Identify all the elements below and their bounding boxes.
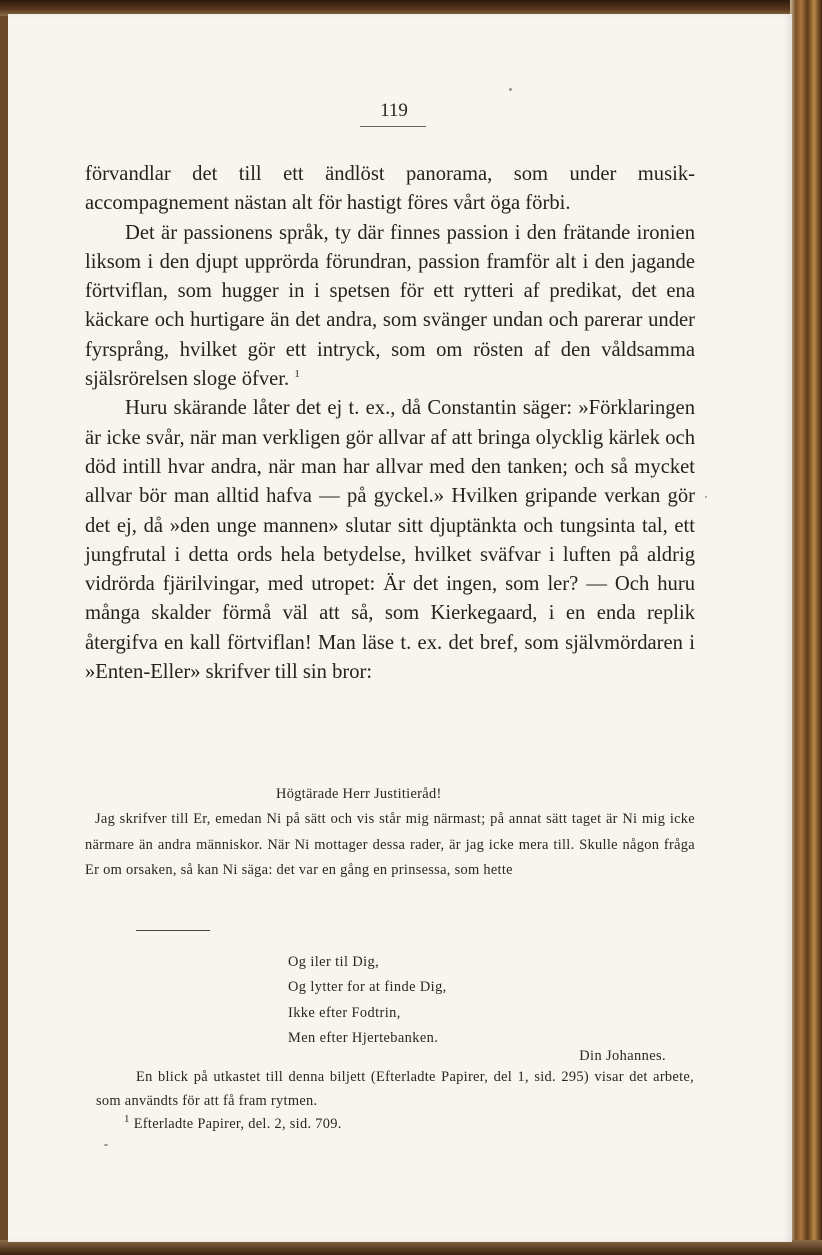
paper-speck bbox=[104, 1144, 108, 1146]
footnote-1-marker: 1 bbox=[124, 1113, 130, 1126]
paragraph-1: förvandlar det till ett ändlöst panorama, som under musik-accompagnement nästan alt för hastigt föres vårt öga förbi. bbox=[85, 163, 695, 215]
paragraph-2-text: Det är passionens språk, ty där finnes passion i den frätande ironien liksom i den djupt upprörda förundran, passion framför alt i den jagande förtviflan, som hugger in i spetsen för ett rytteri af predikat, det ena käckare och hurtigare än det andra, som svänger undan och parerar under fyrsprång, hvilket gör ett intryck, som om rösten af den våldsamma själsrörelsen sloge öfver. bbox=[85, 221, 695, 391]
paragraph-3: Huru skärande låter det ej t. ex., då Constantin säger: »Förklaringen är icke svår, när man verkligen gör allvar af att bringa olycklig kärlek och död intill hvar andra, när man har allvar med den tanken; och så mycket allvar bör man alltid hafva — på gyckel.» Hvilken gripande verkan gör det ej, då »den unge mannen» slutar sitt djuptänkta och tungsinta tal, ett jungfrutal i detta ords hela betydelse, hvilket sväfvar i luften på aldrig vidrörda fjärilvingar, med utropet: Är det ingen, som ler? — Och huru många skalder förmå väl att så, som Kierkegaard, i en enda replik återgifva en kall förtviflan! Man läse t. ex. det bref, som självmördaren i »Enten-Eller» skrifver till sin bror: bbox=[85, 397, 695, 684]
book-page bbox=[8, 14, 792, 1242]
verse-line: Men efter Hjertebanken. bbox=[288, 1030, 439, 1047]
paper-speck bbox=[705, 496, 707, 498]
paper-speck bbox=[509, 88, 512, 91]
page-number-rule bbox=[360, 126, 426, 127]
page-number: 119 bbox=[380, 100, 408, 121]
footnote-1 bbox=[96, 1113, 694, 1137]
footnote-1-text: Efterladte Papirer, del. 2, sid. 709. bbox=[133, 1116, 342, 1132]
paragraph-2 bbox=[85, 219, 695, 395]
footnotes bbox=[96, 1066, 694, 1137]
book-spine bbox=[790, 0, 822, 1255]
verse-line: Og iler til Dig, bbox=[288, 954, 380, 970]
letter-body: Jag skrifver till Er, emedan Ni på sätt och vis står mig närmast; på annat sätt taget är Ni mig icke närmare än andra människor. När Ni mottager dessa rader, är jag icke mera till. Skulle någon fråga Er om orsaken, så kan Ni säga: det var en gång en prinsessa, som hette bbox=[85, 811, 695, 879]
verse bbox=[288, 950, 668, 1052]
footnote-text: En blick på utkastet till denna biljett (Efterladte Papirer, del 1, sid. 295) visar det arbete, som användts för att få fram rytmen. bbox=[96, 1069, 694, 1109]
letter-salutation: Högtärade Herr Justitieråd! bbox=[276, 786, 442, 802]
body-text bbox=[85, 160, 695, 687]
footnote-separator bbox=[136, 930, 210, 931]
verse-line: Og lytter for at finde Dig, bbox=[288, 979, 447, 996]
letter-quote bbox=[85, 782, 695, 884]
letter-signature: Din Johannes. bbox=[579, 1048, 666, 1064]
footnote-marker: 1 bbox=[294, 368, 300, 381]
verse-line: Ikke efter Fodtrin, bbox=[288, 1004, 401, 1021]
page-bottom-edge bbox=[0, 1240, 822, 1255]
